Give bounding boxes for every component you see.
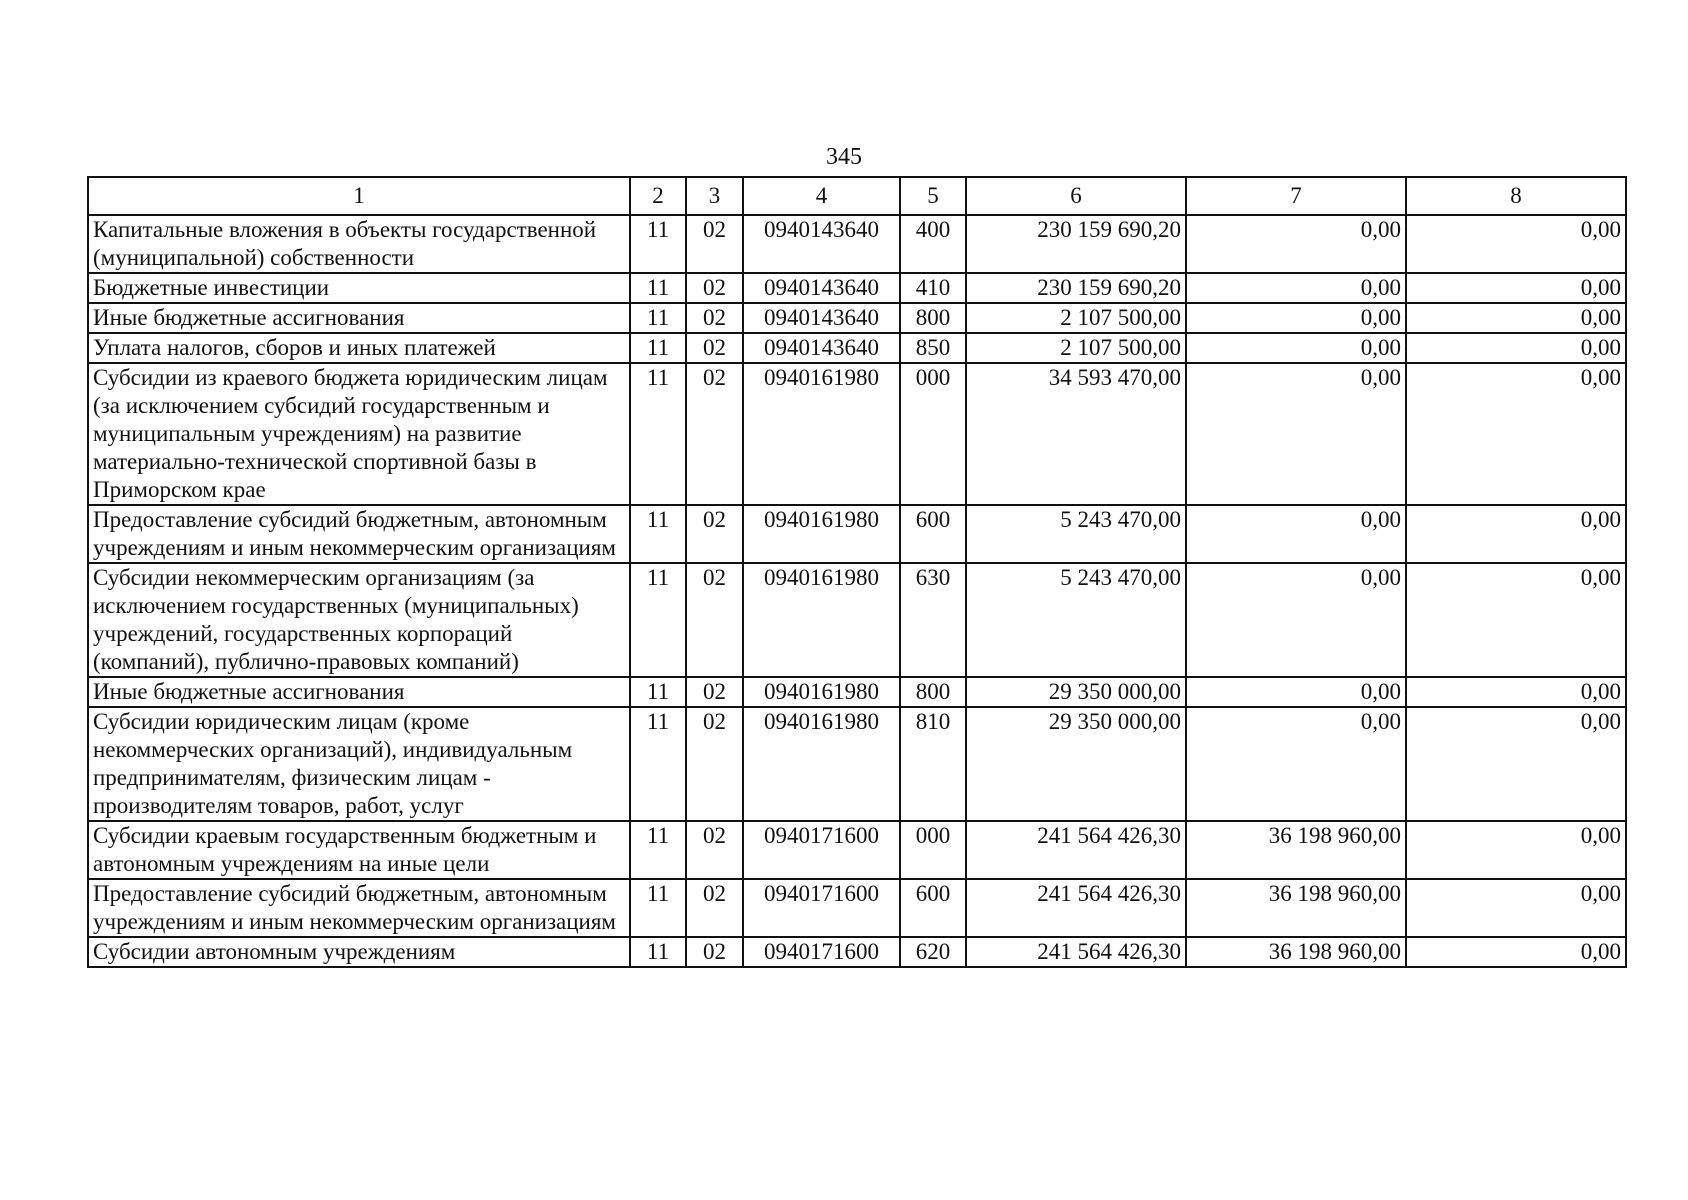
row-code-col2: 11 — [630, 505, 686, 563]
row-code-col3: 02 — [686, 303, 743, 333]
row-amount-col7: 0,00 — [1186, 563, 1406, 677]
row-code-col5: 800 — [900, 303, 966, 333]
table-row — [88, 215, 1626, 273]
row-code-col2: 11 — [630, 363, 686, 505]
row-amount-col8: 0,00 — [1406, 937, 1626, 967]
row-amount-col7: 0,00 — [1186, 363, 1406, 505]
row-code-col5: 000 — [900, 821, 966, 879]
row-code-col2: 11 — [630, 677, 686, 707]
row-code-col5: 630 — [900, 563, 966, 677]
row-code-col2: 11 — [630, 821, 686, 879]
row-amount-col8: 0,00 — [1406, 677, 1626, 707]
table-row — [88, 303, 1626, 333]
table-row — [88, 707, 1626, 821]
row-code-col2: 11 — [630, 707, 686, 821]
row-name: Бюджетные инвестиции — [88, 273, 630, 303]
page-number: 345 — [826, 144, 862, 170]
row-code-col4: 0940143640 — [743, 273, 900, 303]
row-code-col5: 620 — [900, 937, 966, 967]
table-row — [88, 333, 1626, 363]
row-amount-col6: 241 564 426,30 — [966, 879, 1186, 937]
row-name: Субсидии из краевого бюджета юридическим лицам (за исключением субсидий государственным и муниципальным учреждениям) на развитие материально-технической спортивной базы в Приморском крае — [88, 363, 630, 505]
row-amount-col8: 0,00 — [1406, 707, 1626, 821]
row-amount-col7: 0,00 — [1186, 677, 1406, 707]
row-amount-col6: 34 593 470,00 — [966, 363, 1186, 505]
row-code-col4: 0940161980 — [743, 563, 900, 677]
row-code-col4: 0940161980 — [743, 505, 900, 563]
row-code-col3: 02 — [686, 937, 743, 967]
row-name: Предоставление субсидий бюджетным, автономным учреждениям и иным некоммерческим организациям — [88, 879, 630, 937]
column-header: 1 — [88, 177, 630, 215]
row-code-col5: 600 — [900, 879, 966, 937]
row-name: Уплата налогов, сборов и иных платежей — [88, 333, 630, 363]
row-code-col3: 02 — [686, 333, 743, 363]
table-row — [88, 821, 1626, 879]
row-amount-col7: 36 198 960,00 — [1186, 937, 1406, 967]
row-code-col4: 0940171600 — [743, 937, 900, 967]
row-code-col5: 800 — [900, 677, 966, 707]
row-name: Субсидии юридическим лицам (кроме некоммерческих организаций), индивидуальным предпринимателям, физическим лицам - производителям товаров, работ, услуг — [88, 707, 630, 821]
row-code-col2: 11 — [630, 273, 686, 303]
row-amount-col6: 29 350 000,00 — [966, 677, 1186, 707]
row-code-col5: 000 — [900, 363, 966, 505]
row-amount-col6: 230 159 690,20 — [966, 273, 1186, 303]
row-amount-col6: 241 564 426,30 — [966, 821, 1186, 879]
column-header: 5 — [900, 177, 966, 215]
row-code-col3: 02 — [686, 879, 743, 937]
row-amount-col6: 241 564 426,30 — [966, 937, 1186, 967]
column-header: 6 — [966, 177, 1186, 215]
row-amount-col6: 29 350 000,00 — [966, 707, 1186, 821]
row-code-col2: 11 — [630, 937, 686, 967]
row-code-col5: 410 — [900, 273, 966, 303]
row-amount-col8: 0,00 — [1406, 363, 1626, 505]
row-amount-col8: 0,00 — [1406, 273, 1626, 303]
row-amount-col6: 5 243 470,00 — [966, 505, 1186, 563]
row-code-col3: 02 — [686, 505, 743, 563]
row-code-col2: 11 — [630, 563, 686, 677]
row-amount-col7: 0,00 — [1186, 303, 1406, 333]
row-amount-col6: 5 243 470,00 — [966, 563, 1186, 677]
table-row — [88, 879, 1626, 937]
row-code-col3: 02 — [686, 677, 743, 707]
row-amount-col8: 0,00 — [1406, 333, 1626, 363]
row-code-col3: 02 — [686, 563, 743, 677]
column-header: 7 — [1186, 177, 1406, 215]
row-amount-col6: 2 107 500,00 — [966, 303, 1186, 333]
table-row — [88, 563, 1626, 677]
row-code-col3: 02 — [686, 821, 743, 879]
row-code-col4: 0940161980 — [743, 363, 900, 505]
row-amount-col6: 2 107 500,00 — [966, 333, 1186, 363]
row-amount-col8: 0,00 — [1406, 303, 1626, 333]
row-code-col2: 11 — [630, 215, 686, 273]
row-name: Иные бюджетные ассигнования — [88, 677, 630, 707]
table-row — [88, 677, 1626, 707]
row-amount-col7: 0,00 — [1186, 333, 1406, 363]
row-code-col4: 0940143640 — [743, 215, 900, 273]
row-code-col4: 0940143640 — [743, 303, 900, 333]
row-code-col4: 0940161980 — [743, 677, 900, 707]
row-name: Субсидии краевым государственным бюджетным и автономным учреждениям на иные цели — [88, 821, 630, 879]
table-row — [88, 505, 1626, 563]
column-header: 4 — [743, 177, 900, 215]
budget-table — [87, 176, 1627, 968]
row-code-col4: 0940161980 — [743, 707, 900, 821]
row-amount-col7: 36 198 960,00 — [1186, 879, 1406, 937]
row-code-col5: 850 — [900, 333, 966, 363]
row-amount-col8: 0,00 — [1406, 215, 1626, 273]
row-amount-col7: 36 198 960,00 — [1186, 821, 1406, 879]
row-amount-col7: 0,00 — [1186, 215, 1406, 273]
row-code-col3: 02 — [686, 273, 743, 303]
row-code-col3: 02 — [686, 215, 743, 273]
column-header: 3 — [686, 177, 743, 215]
row-name: Субсидии автономным учреждениям — [88, 937, 630, 967]
row-code-col3: 02 — [686, 707, 743, 821]
table-row — [88, 273, 1626, 303]
row-code-col2: 11 — [630, 879, 686, 937]
row-name: Капитальные вложения в объекты государственной (муниципальной) собственности — [88, 215, 630, 273]
row-amount-col6: 230 159 690,20 — [966, 215, 1186, 273]
row-name: Предоставление субсидий бюджетным, автономным учреждениям и иным некоммерческим организациям — [88, 505, 630, 563]
column-header: 8 — [1406, 177, 1626, 215]
row-code-col5: 810 — [900, 707, 966, 821]
row-code-col4: 0940171600 — [743, 879, 900, 937]
row-name: Субсидии некоммерческим организациям (за исключением государственных (муниципальных) учреждений, государственных корпораций (компаний), публично-правовых компаний) — [88, 563, 630, 677]
row-amount-col8: 0,00 — [1406, 563, 1626, 677]
row-code-col3: 02 — [686, 363, 743, 505]
row-amount-col8: 0,00 — [1406, 821, 1626, 879]
row-code-col4: 0940143640 — [743, 333, 900, 363]
row-amount-col7: 0,00 — [1186, 273, 1406, 303]
row-code-col4: 0940171600 — [743, 821, 900, 879]
row-code-col5: 400 — [900, 215, 966, 273]
row-amount-col8: 0,00 — [1406, 879, 1626, 937]
row-name: Иные бюджетные ассигнования — [88, 303, 630, 333]
row-code-col2: 11 — [630, 303, 686, 333]
table-row — [88, 937, 1626, 967]
row-amount-col8: 0,00 — [1406, 505, 1626, 563]
header-row — [88, 177, 1626, 215]
row-amount-col7: 0,00 — [1186, 707, 1406, 821]
row-code-col2: 11 — [630, 333, 686, 363]
row-amount-col7: 0,00 — [1186, 505, 1406, 563]
column-header: 2 — [630, 177, 686, 215]
table-row — [88, 363, 1626, 505]
row-code-col5: 600 — [900, 505, 966, 563]
